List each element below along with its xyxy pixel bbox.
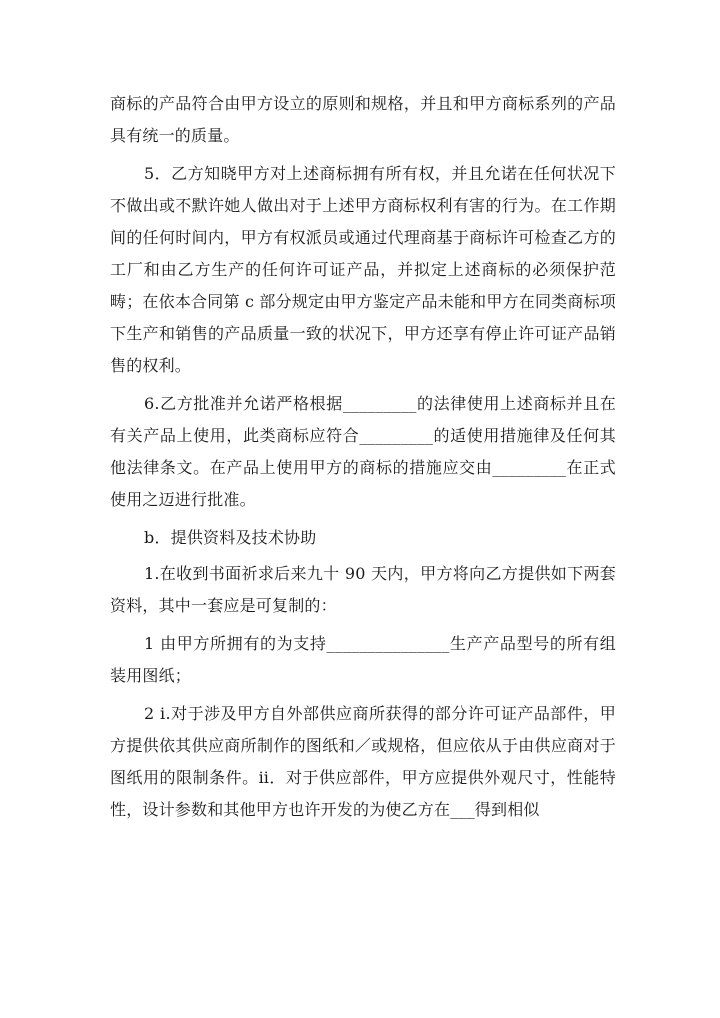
document-body <box>110 88 616 832</box>
paragraph-quality-continuation: 商标的产品符合由甲方设立的原则和规格，并且和甲方商标系列的产品具有统一的质量。 <box>110 94 616 145</box>
paragraph-subitem-2: 2 ⅰ.对于涉及甲方自外部供应商所获得的部分许可证产品部件，甲方提供依其供应商所制作的图纸和／或规格，但应依从于由供应商对于图纸用的限制条件。ⅱ．对于供应部件，甲方应提供外观尺寸，性能特性，设计参数和其他甲方也许开发的为使乙方在___得到相似 <box>110 704 616 819</box>
paragraph-subitem-1: 1 由甲方所拥有的为支持_______________生产产品型号的所有组装用图纸； <box>110 634 616 685</box>
paragraph-clause-5: 5．乙方知晓甲方对上述商标拥有所有权，并且允诺在任何状况下不做出或不默许她人做出对于上述甲方商标权利有害的行为。在工作期间的任何时间内，甲方有权派员或通过代理商基于商标许可检查乙方的工厂和由乙方生产的任何许可证产品，并拟定上述商标的必须保护范畴；在依本合同第 c 部分规定由甲方鉴定产品未能和甲方在同类商标项下生产和销售的产品质量一致的状况下，甲方还享有停止许可证产品销售的权利。 <box>110 164 616 375</box>
paragraph-clause-6: 6.乙方批准并允诺严格根据_________的法律使用上述商标并且在有关产品上使用，此类商标应符合_________的适使用措施律及任何其他法律条文。在产品上使用甲方的商标的措施应交由_________在正式使用之迈进行批准。 <box>110 394 616 509</box>
section-heading-b: b．提供资料及技术协助 <box>144 528 317 547</box>
paragraph-item-1: 1.在收到书面祈求后来九十 90 天内，甲方将向乙方提供如下两套资料，其中一套应是可复制的： <box>110 564 616 615</box>
